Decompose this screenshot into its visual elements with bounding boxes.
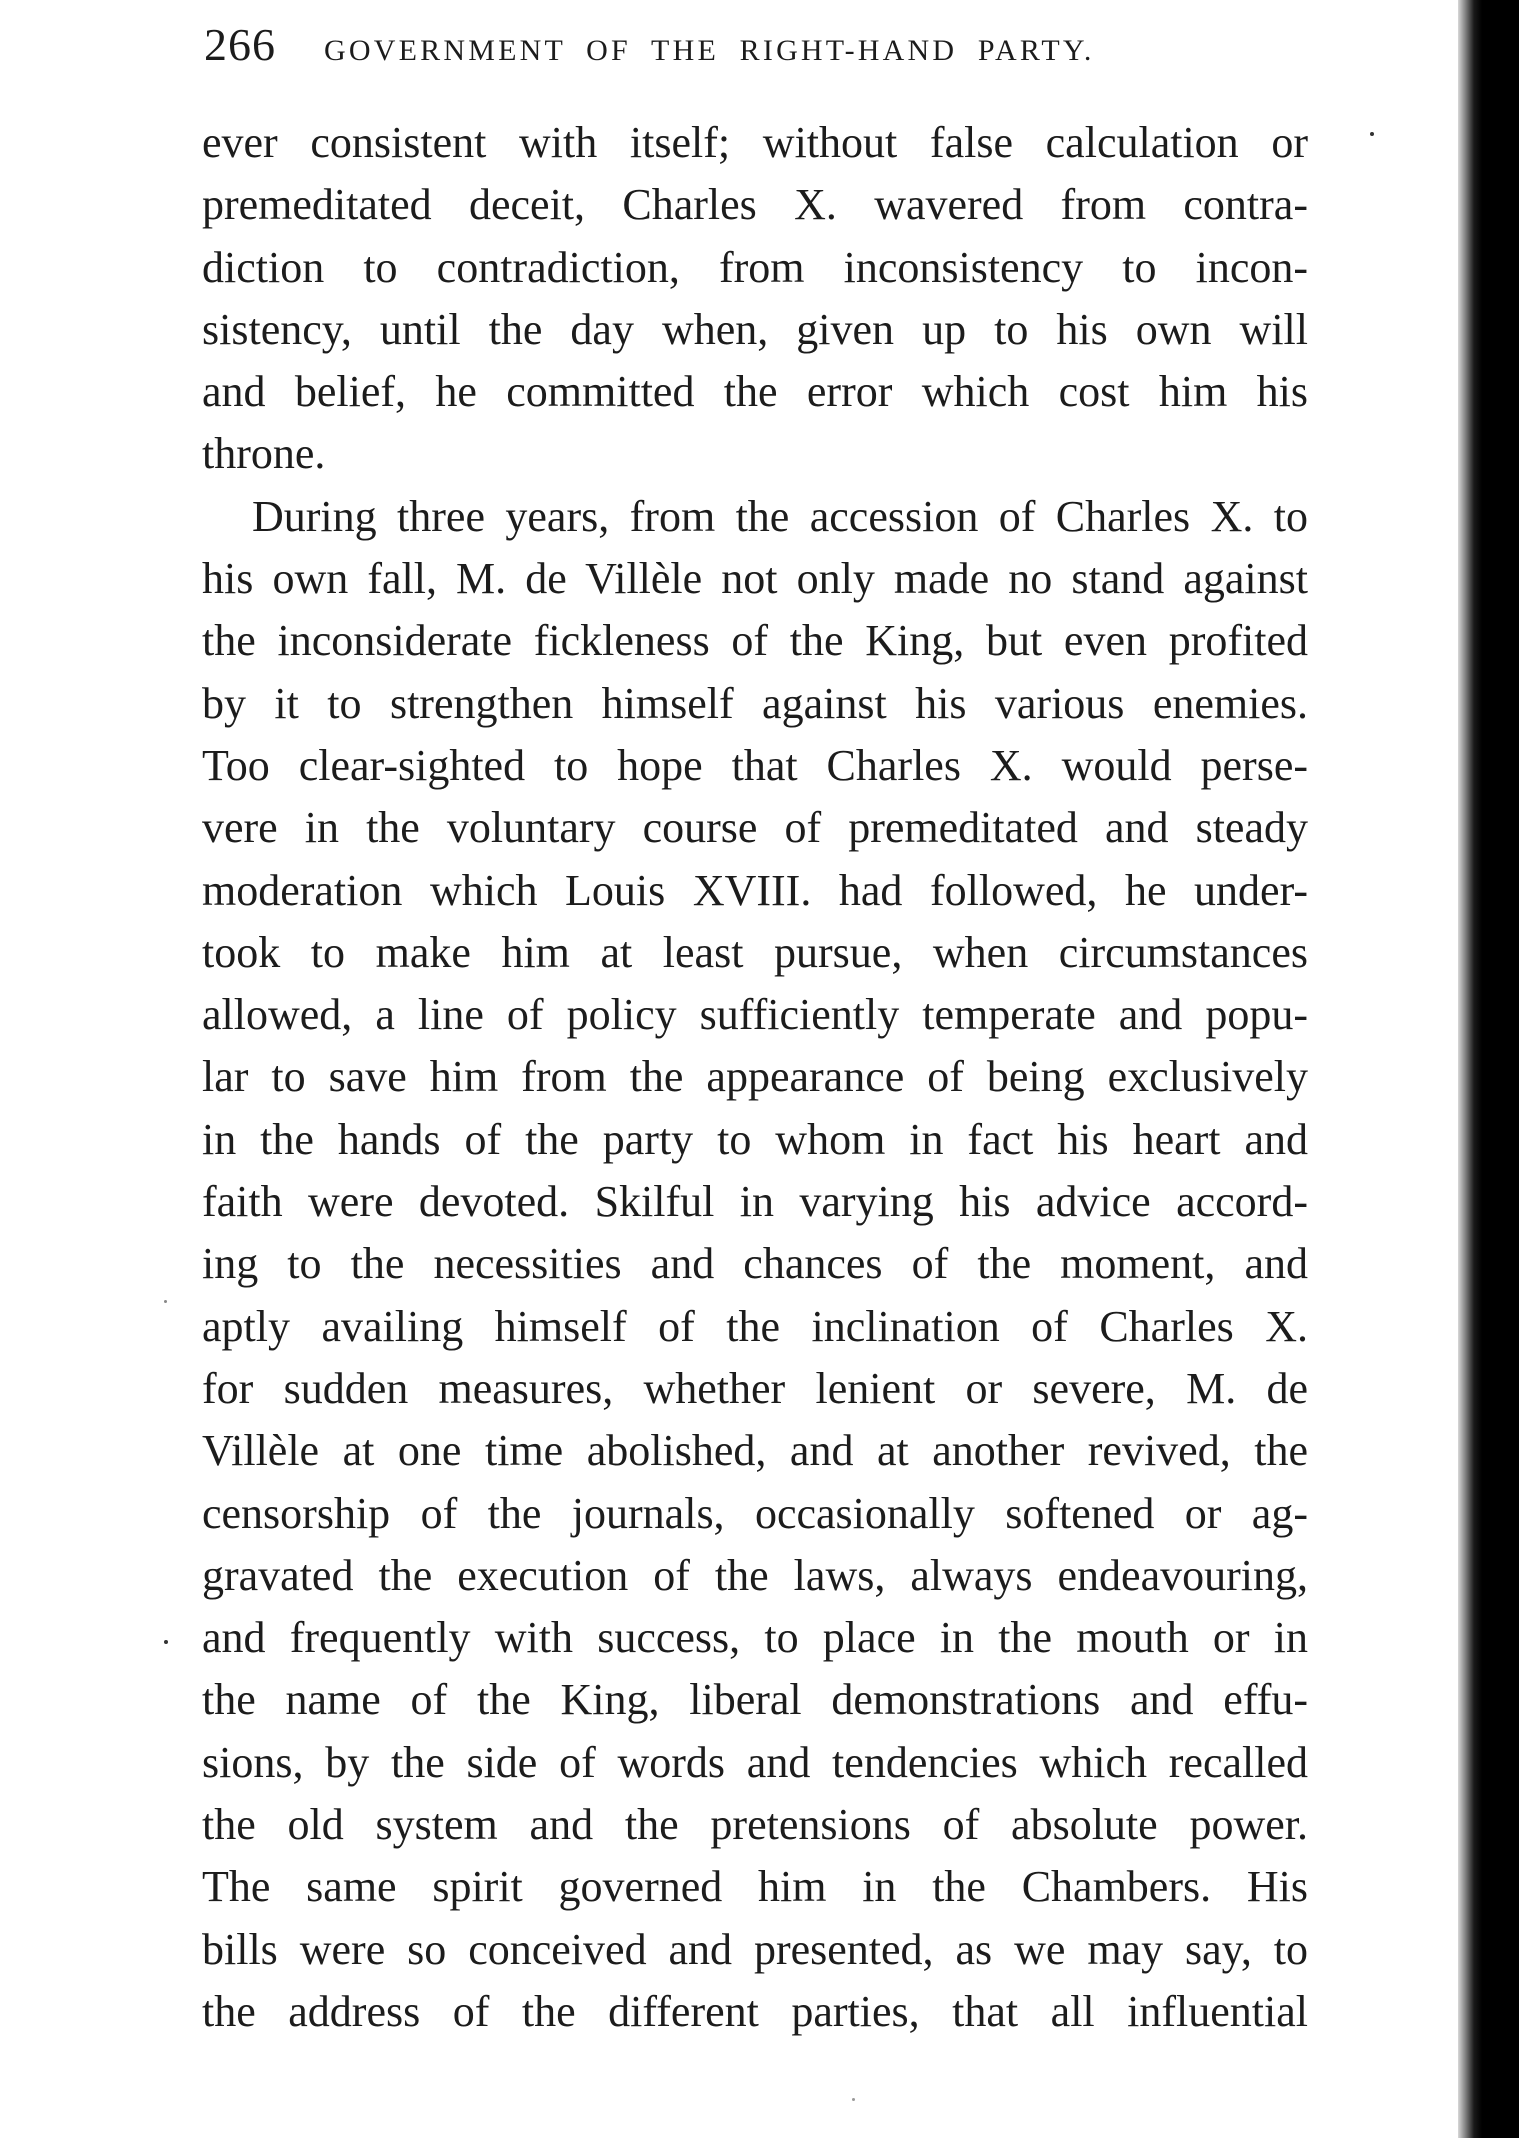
text-line: sistency, until the day when, given up to his own will <box>202 304 1308 354</box>
text-line: the name of the King, liberal demonstrations and effu- <box>202 1675 1308 1725</box>
text-line: vere in the voluntary course of premeditated and steady <box>202 803 1308 853</box>
ink-speck <box>852 2098 855 2101</box>
text-line: ever consistent with itself; without false calculation or <box>202 118 1308 167</box>
text-line: the old system and the pretensions of absolute power. <box>202 1800 1308 1850</box>
text-line: throne. <box>202 429 326 479</box>
text-line: took to make him at least pursue, when circumstances <box>202 927 1308 977</box>
text-line: the inconsiderate fickleness of the King, but even profited <box>202 616 1308 666</box>
text-line: faith were devoted. Skilful in varying his advice accord- <box>202 1177 1308 1227</box>
ink-speck <box>164 1300 167 1303</box>
text-line: sions, by the side of words and tendencies which recalled <box>202 1737 1308 1787</box>
text-line: and frequently with success, to place in the mouth or in <box>202 1613 1308 1663</box>
text-line: Villèle at one time abolished, and at another revived, the <box>202 1426 1308 1476</box>
ink-speck <box>164 1640 168 1644</box>
text-line: his own fall, M. de Villèle not only made no stand against <box>202 554 1308 604</box>
text-line: by it to strengthen himself against his various enemies. <box>202 678 1308 728</box>
text-line: ing to the necessities and chances of the moment, and <box>202 1239 1308 1289</box>
text-line: gravated the execution of the laws, always endeavouring, <box>202 1550 1308 1600</box>
text-line: premeditated deceit, Charles X. wavered from contra- <box>202 180 1308 230</box>
text-line: censorship of the journals, occasionally softened or ag- <box>202 1488 1308 1538</box>
running-head <box>204 18 1314 78</box>
text-line: moderation which Louis XVIII. had followed, he under- <box>202 865 1308 915</box>
text-line: Too clear-sighted to hope that Charles X. would perse- <box>202 740 1308 790</box>
text-line: the address of the different parties, that all influential <box>202 1986 1308 2036</box>
text-line: in the hands of the party to whom in fact his heart and <box>202 1114 1308 1164</box>
text-line: diction to contradiction, from inconsistency to incon- <box>202 242 1308 292</box>
text-line: allowed, a line of policy sufficiently temperate and popu- <box>202 990 1308 1040</box>
body-text <box>202 112 1308 2043</box>
text-line: lar to save him from the appearance of being exclusively <box>202 1052 1308 1102</box>
running-title: GOVERNMENT OF THE RIGHT-HAND PARTY. <box>324 34 1095 67</box>
paragraph-first-line: During three years, from the accession of Charles X. to <box>252 491 1308 541</box>
text-line: for sudden measures, whether lenient or severe, M. de <box>202 1363 1308 1413</box>
text-line: bills were so conceived and presented, as we may say, to <box>202 1924 1308 1974</box>
page-binding-shadow <box>1458 0 1519 2138</box>
text-line: and belief, he committed the error which cost him his <box>202 367 1308 417</box>
page-number: 266 <box>204 19 276 70</box>
ink-speck <box>1370 132 1374 136</box>
text-line: The same spirit governed him in the Chambers. His <box>202 1862 1308 1912</box>
text-line: aptly availing himself of the inclination of Charles X. <box>202 1301 1308 1351</box>
